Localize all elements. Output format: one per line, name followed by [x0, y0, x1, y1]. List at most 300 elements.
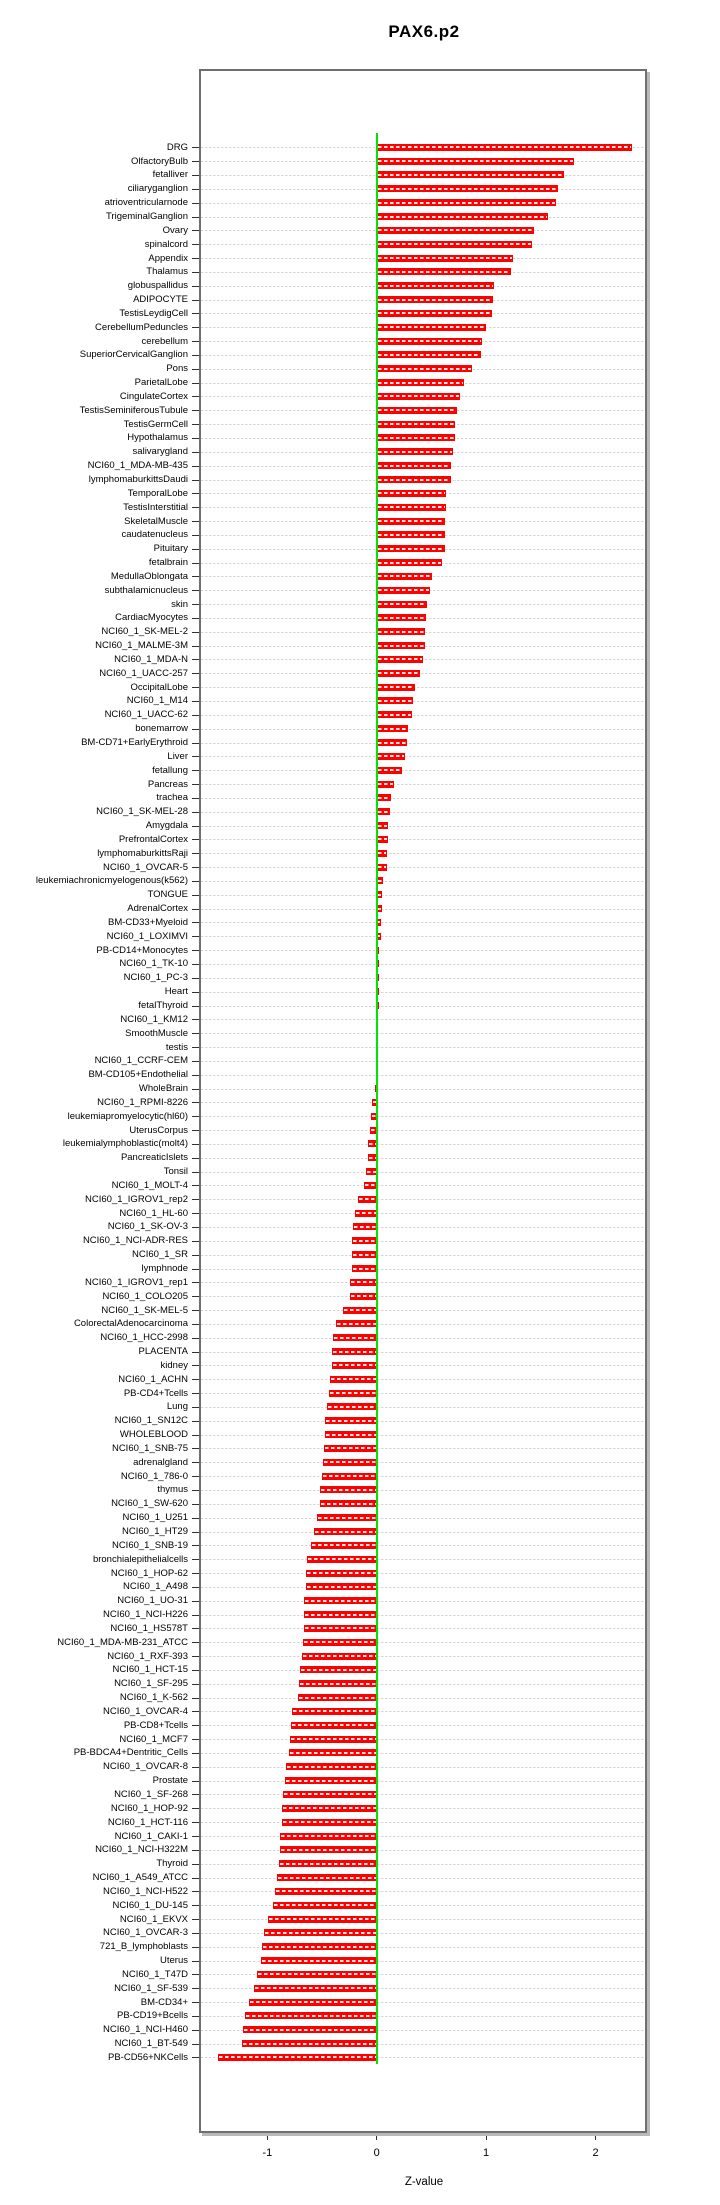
bar-dash-pattern: [378, 465, 450, 467]
bar: [286, 1763, 377, 1770]
y-axis-tick: [192, 217, 199, 218]
category-label: lymphomaburkittsRaji: [97, 847, 188, 859]
y-axis-tick: [192, 1324, 199, 1325]
bar: [377, 171, 564, 178]
y-axis-tick: [192, 189, 199, 190]
bar: [282, 1805, 377, 1812]
category-label: NCI60_1_HCC-2998: [100, 1332, 188, 1344]
bar: [289, 1749, 377, 1756]
category-label: CardiacMyocytes: [115, 612, 188, 624]
bar: [327, 1403, 376, 1410]
bar-dash-pattern: [258, 1973, 375, 1975]
y-axis-tick: [192, 853, 199, 854]
bar-dash-pattern: [244, 2029, 375, 2031]
bar-dash-pattern: [378, 243, 531, 245]
y-axis-tick: [192, 1144, 199, 1145]
gridline: [201, 1850, 645, 1851]
category-label: NCI60_1_LOXIMVI: [106, 930, 188, 942]
category-label: NCI60_1_HOP-62: [110, 1567, 188, 1579]
y-axis-tick: [192, 272, 199, 273]
y-axis-tick: [192, 1559, 199, 1560]
gridline: [201, 1324, 645, 1325]
x-axis-tick: [486, 2134, 487, 2140]
gridline: [201, 687, 645, 688]
category-label: NCI60_1_COLO205: [102, 1290, 188, 1302]
category-label: NCI60_1_NCI-H522: [102, 1885, 188, 1897]
category-label: NCI60_1_SF-539: [114, 1982, 188, 1994]
x-axis-tick-label: -1: [262, 2147, 273, 2159]
y-axis-tick: [192, 1282, 199, 1283]
bar: [299, 1680, 377, 1687]
y-axis-tick: [192, 1006, 199, 1007]
bar-dash-pattern: [378, 382, 464, 384]
category-label: caudatenucleus: [121, 529, 188, 541]
y-axis-tick: [192, 1933, 199, 1934]
bar-dash-pattern: [378, 838, 387, 840]
gridline: [201, 1158, 645, 1159]
bar-dash-pattern: [378, 645, 424, 647]
bar: [377, 393, 460, 400]
bar: [324, 1445, 377, 1452]
category-label: NCI60_1_MDA-MB-435: [87, 460, 188, 472]
y-axis-tick: [192, 300, 199, 301]
y-axis-tick: [192, 1352, 199, 1353]
gridline: [201, 1407, 645, 1408]
category-label: BM-CD105+Endothelial: [88, 1069, 188, 1081]
bar-dash-pattern: [378, 451, 453, 453]
y-axis-tick: [192, 2057, 199, 2058]
y-axis-tick: [192, 922, 199, 923]
category-label: NCI60_1_KM12: [120, 1013, 188, 1025]
bar: [377, 767, 402, 774]
gridline: [201, 1545, 645, 1546]
bar-dash-pattern: [307, 1586, 376, 1588]
category-label: Prostate: [152, 1775, 188, 1787]
category-label: Thalamus: [146, 266, 188, 278]
y-axis-tick: [192, 950, 199, 951]
category-label: NCI60_1_UACC-257: [99, 667, 188, 679]
bar: [285, 1777, 377, 1784]
y-axis-tick: [192, 1019, 199, 1020]
category-label: TrigeminalGanglion: [105, 211, 188, 222]
bar-dash-pattern: [378, 437, 455, 439]
y-axis-tick: [192, 507, 199, 508]
category-label: salivarygland: [132, 446, 188, 458]
category-label: PB-CD4+Tcells: [123, 1387, 188, 1399]
y-axis-tick: [192, 839, 199, 840]
y-axis-tick: [192, 826, 199, 827]
bar-dash-pattern: [305, 1614, 375, 1616]
y-axis-tick: [192, 936, 199, 937]
bar-dash-pattern: [323, 1475, 376, 1477]
gridline: [201, 659, 645, 660]
bar: [332, 1348, 377, 1355]
y-axis-tick: [192, 1739, 199, 1740]
y-axis-tick: [192, 396, 199, 397]
category-label: NCI60_1_RPMI-8226: [97, 1096, 188, 1108]
gridline: [201, 729, 645, 730]
y-axis-tick: [192, 729, 199, 730]
bar-dash-pattern: [344, 1309, 376, 1311]
category-label: fetalbrain: [148, 557, 188, 569]
category-label: lymphnode: [141, 1263, 188, 1274]
bar: [320, 1486, 377, 1493]
bar-dash-pattern: [378, 825, 387, 827]
gridline: [201, 1490, 645, 1491]
gridline: [201, 1075, 645, 1076]
bar-dash-pattern: [378, 935, 380, 937]
bar-dash-pattern: [378, 603, 426, 605]
bar: [377, 199, 556, 206]
bar-dash-pattern: [378, 271, 511, 273]
bar: [262, 1943, 377, 1950]
gridline: [201, 978, 645, 979]
y-axis-tick: [192, 438, 199, 439]
gridline: [201, 1352, 645, 1353]
y-axis-tick: [192, 286, 199, 287]
bar-dash-pattern: [378, 299, 492, 301]
category-label: NCI60_1_NCI-H226: [102, 1609, 188, 1621]
bar-dash-pattern: [378, 562, 442, 564]
bar-dash-pattern: [378, 631, 424, 633]
bar-dash-pattern: [378, 188, 558, 190]
gridline: [201, 1587, 645, 1588]
y-axis-tick: [192, 1462, 199, 1463]
bar-dash-pattern: [378, 479, 450, 481]
x-axis-tick: [267, 2134, 268, 2140]
category-label: AdrenalCortex: [127, 903, 188, 915]
gridline: [201, 1462, 645, 1463]
bar: [273, 1902, 377, 1909]
gridline: [201, 1435, 645, 1436]
gridline: [201, 1670, 645, 1671]
y-axis-tick: [192, 466, 199, 467]
gridline: [201, 1227, 645, 1228]
bar-dash-pattern: [378, 146, 631, 148]
bar-dash-pattern: [378, 216, 548, 218]
bar: [377, 642, 425, 649]
bar: [377, 850, 387, 857]
category-label: NCI60_1_786-0: [120, 1470, 188, 1482]
y-axis-tick: [192, 327, 199, 328]
bar: [300, 1666, 377, 1673]
y-axis-tick: [192, 1850, 199, 1851]
bar: [280, 1833, 376, 1840]
y-axis-tick: [192, 1878, 199, 1879]
category-label: NCI60_1_NCI-H460: [102, 2024, 188, 2036]
bar-dash-pattern: [378, 797, 390, 799]
bar-dash-pattern: [365, 1184, 376, 1186]
y-axis-tick: [192, 1725, 199, 1726]
category-label: SuperiorCervicalGanglion: [79, 349, 188, 361]
gridline: [201, 1393, 645, 1394]
y-axis-tick: [192, 1864, 199, 1865]
y-axis-tick: [192, 493, 199, 494]
bar-dash-pattern: [291, 1738, 375, 1740]
bar: [303, 1639, 376, 1646]
bar: [353, 1223, 377, 1230]
gridline: [201, 1006, 645, 1007]
bar: [282, 1819, 377, 1826]
bar-dash-pattern: [353, 1254, 376, 1256]
y-axis-tick: [192, 2030, 199, 2031]
bar-dash-pattern: [367, 1171, 376, 1173]
y-axis-tick: [192, 1199, 199, 1200]
gridline: [201, 922, 645, 923]
bar-dash-pattern: [250, 2001, 376, 2003]
bar-dash-pattern: [286, 1780, 376, 1782]
bar: [323, 1459, 377, 1466]
category-label: Pancreas: [147, 778, 188, 790]
x-axis-tick-label: 2: [592, 2147, 599, 2159]
category-label: PrefrontalCortex: [118, 833, 188, 845]
bar: [352, 1251, 377, 1258]
y-axis-tick: [192, 701, 199, 702]
category-label: fetalThyroid: [138, 1000, 188, 1011]
category-label: NCI60_1_ACHN: [118, 1373, 188, 1385]
bar-dash-pattern: [300, 1683, 376, 1685]
bar: [261, 1957, 377, 1964]
bar: [377, 144, 632, 151]
y-axis-tick: [192, 1490, 199, 1491]
category-label: NCI60_1_DU-145: [112, 1899, 188, 1911]
gridline: [201, 1379, 645, 1380]
y-axis-tick: [192, 770, 199, 771]
y-axis-tick: [192, 673, 199, 674]
y-axis-tick: [192, 1338, 199, 1339]
bar-dash-pattern: [246, 2015, 375, 2017]
gridline: [201, 1891, 645, 1892]
category-label: NCI60_1_M14: [126, 695, 188, 707]
y-axis-tick: [192, 1794, 199, 1795]
gridline: [201, 1310, 645, 1311]
y-axis-tick: [192, 687, 199, 688]
bar: [325, 1417, 376, 1424]
gridline: [201, 1753, 645, 1754]
gridline: [201, 1338, 645, 1339]
y-axis-tick: [192, 1379, 199, 1380]
bar-dash-pattern: [378, 492, 445, 494]
bar-dash-pattern: [283, 1821, 376, 1823]
category-label: NCI60_1_HOP-92: [110, 1802, 188, 1814]
category-label: NCI60_1_SR: [132, 1249, 188, 1261]
gridline: [201, 1781, 645, 1782]
gridline: [201, 812, 645, 813]
y-axis-tick: [192, 590, 199, 591]
y-axis-tick: [192, 1767, 199, 1768]
category-label: ADIPOCYTE: [133, 294, 188, 306]
bar: [249, 1999, 377, 2006]
y-axis-tick: [192, 1988, 199, 1989]
bar: [330, 1376, 377, 1383]
bar-dash-pattern: [378, 326, 485, 328]
category-label: Liver: [167, 750, 188, 762]
bar: [317, 1514, 377, 1521]
gridline: [201, 1698, 645, 1699]
bar: [377, 282, 494, 289]
y-axis-tick: [192, 549, 199, 550]
y-axis-tick: [192, 1393, 199, 1394]
gridline: [201, 1269, 645, 1270]
bar-dash-pattern: [265, 1932, 376, 1934]
category-label: NCI60_1_SW-620: [111, 1498, 188, 1510]
bar: [377, 310, 492, 317]
bar-dash-pattern: [284, 1793, 376, 1795]
category-label: NCI60_1_SK-MEL-28: [96, 806, 188, 818]
category-label: bronchialepithelialcells: [92, 1553, 188, 1565]
bar: [377, 822, 388, 829]
bar: [377, 185, 559, 192]
bar: [268, 1916, 376, 1923]
category-label: NCI60_1_CCRF-CEM: [94, 1055, 188, 1067]
zero-line: [376, 133, 378, 2064]
chart-title: PAX6.p2: [388, 22, 460, 41]
y-axis-tick: [192, 1172, 199, 1173]
y-axis-tick: [192, 1698, 199, 1699]
bar-dash-pattern: [353, 1240, 376, 1242]
bar-dash-pattern: [307, 1572, 376, 1574]
category-label: WholeBrain: [138, 1083, 188, 1095]
bar-dash-pattern: [281, 1849, 375, 1851]
bar-dash-pattern: [308, 1558, 376, 1560]
gridline: [201, 1185, 645, 1186]
y-axis-tick: [192, 369, 199, 370]
x-axis-tick-label: 1: [483, 2147, 490, 2159]
bar-dash-pattern: [315, 1531, 375, 1533]
bar-dash-pattern: [378, 340, 481, 342]
y-axis-tick: [192, 576, 199, 577]
bar-dash-pattern: [276, 1890, 376, 1892]
bar-dash-pattern: [359, 1198, 376, 1200]
y-axis-tick: [192, 1670, 199, 1671]
gridline: [201, 1241, 645, 1242]
gridline: [201, 867, 645, 868]
bar-dash-pattern: [305, 1627, 375, 1629]
category-label: NCI60_1_IGROV1_rep2: [85, 1193, 188, 1205]
bar: [332, 1362, 377, 1369]
category-label: UterusCorpus: [129, 1124, 188, 1136]
y-axis-tick: [192, 909, 199, 910]
bar: [352, 1237, 377, 1244]
bar-dash-pattern: [378, 354, 480, 356]
gridline: [201, 1144, 645, 1145]
bar-dash-pattern: [290, 1752, 376, 1754]
y-axis-tick: [192, 563, 199, 564]
bar: [377, 587, 431, 594]
y-axis-tick: [192, 1476, 199, 1477]
bar: [243, 2026, 376, 2033]
gridline: [201, 853, 645, 854]
bar: [377, 504, 446, 511]
category-label: NCI60_1_SNB-19: [111, 1539, 188, 1551]
bar: [279, 1860, 376, 1867]
bar-dash-pattern: [283, 1807, 376, 1809]
category-label: ciliaryganglion: [127, 183, 188, 195]
bar-dash-pattern: [378, 548, 444, 550]
bar: [275, 1888, 377, 1895]
bar-dash-pattern: [305, 1600, 375, 1602]
y-axis-tick: [192, 1365, 199, 1366]
bar-dash-pattern: [281, 1835, 375, 1837]
category-label: Lung: [166, 1401, 188, 1413]
y-axis-tick: [192, 1836, 199, 1837]
y-axis-tick: [192, 161, 199, 162]
bar: [304, 1597, 376, 1604]
gridline: [201, 1573, 645, 1574]
category-label: ParietalLobe: [134, 377, 188, 389]
bar-dash-pattern: [378, 368, 471, 370]
y-axis-tick: [192, 604, 199, 605]
bar-dash-pattern: [301, 1669, 376, 1671]
bar: [377, 836, 388, 843]
category-label: PB-CD19+Bcells: [116, 2010, 188, 2022]
category-label: TestisLeydigCell: [119, 307, 188, 319]
y-axis-tick: [192, 2044, 199, 2045]
bar: [325, 1431, 376, 1438]
gridline: [201, 1116, 645, 1117]
bar-dash-pattern: [378, 534, 444, 536]
category-label: DRG: [166, 141, 188, 153]
bar: [264, 1929, 377, 1936]
category-label: lymphomaburkittsDaudi: [88, 474, 188, 485]
gridline: [201, 743, 645, 744]
bar: [377, 379, 465, 386]
gridline: [201, 1047, 645, 1048]
bar-dash-pattern: [378, 728, 408, 730]
category-label: SkeletalMuscle: [124, 515, 188, 527]
y-axis-tick: [192, 1656, 199, 1657]
gridline: [201, 1102, 645, 1103]
gridline: [201, 1628, 645, 1629]
gridline: [201, 1130, 645, 1131]
bar: [304, 1611, 376, 1618]
gridline: [201, 1822, 645, 1823]
y-axis-tick: [192, 1573, 199, 1574]
y-axis-tick: [192, 1185, 199, 1186]
category-label: NCI60_1_HT29: [121, 1526, 188, 1537]
gridline: [201, 1282, 645, 1283]
bar-dash-pattern: [312, 1544, 376, 1546]
y-axis-tick: [192, 1269, 199, 1270]
gridline: [201, 1905, 645, 1906]
category-label: NCI60_1_SN12C: [114, 1415, 188, 1427]
y-axis-tick: [192, 756, 199, 757]
y-axis-tick: [192, 992, 199, 993]
bar-dash-pattern: [369, 1157, 376, 1159]
gridline: [201, 1794, 645, 1795]
category-label: NCI60_1_MDA-MB-231_ATCC: [57, 1636, 188, 1648]
y-axis-tick: [192, 881, 199, 882]
bar: [350, 1293, 376, 1300]
y-axis-tick: [192, 1255, 199, 1256]
category-label: kidney: [160, 1359, 188, 1371]
gridline: [201, 1767, 645, 1768]
category-label: Tonsil: [163, 1166, 188, 1178]
bar-dash-pattern: [255, 1987, 376, 1989]
bar: [306, 1570, 377, 1577]
bar: [298, 1694, 377, 1701]
y-axis-tick: [192, 1684, 199, 1685]
gridline: [201, 1711, 645, 1712]
bar-dash-pattern: [378, 202, 555, 204]
category-label: CingulateCortex: [119, 390, 188, 402]
bar-dash-pattern: [378, 395, 459, 397]
bar-dash-pattern: [378, 672, 420, 674]
gridline: [201, 1684, 645, 1685]
category-label: Appendix: [148, 252, 188, 264]
bar: [336, 1320, 376, 1327]
gridline: [201, 881, 645, 882]
